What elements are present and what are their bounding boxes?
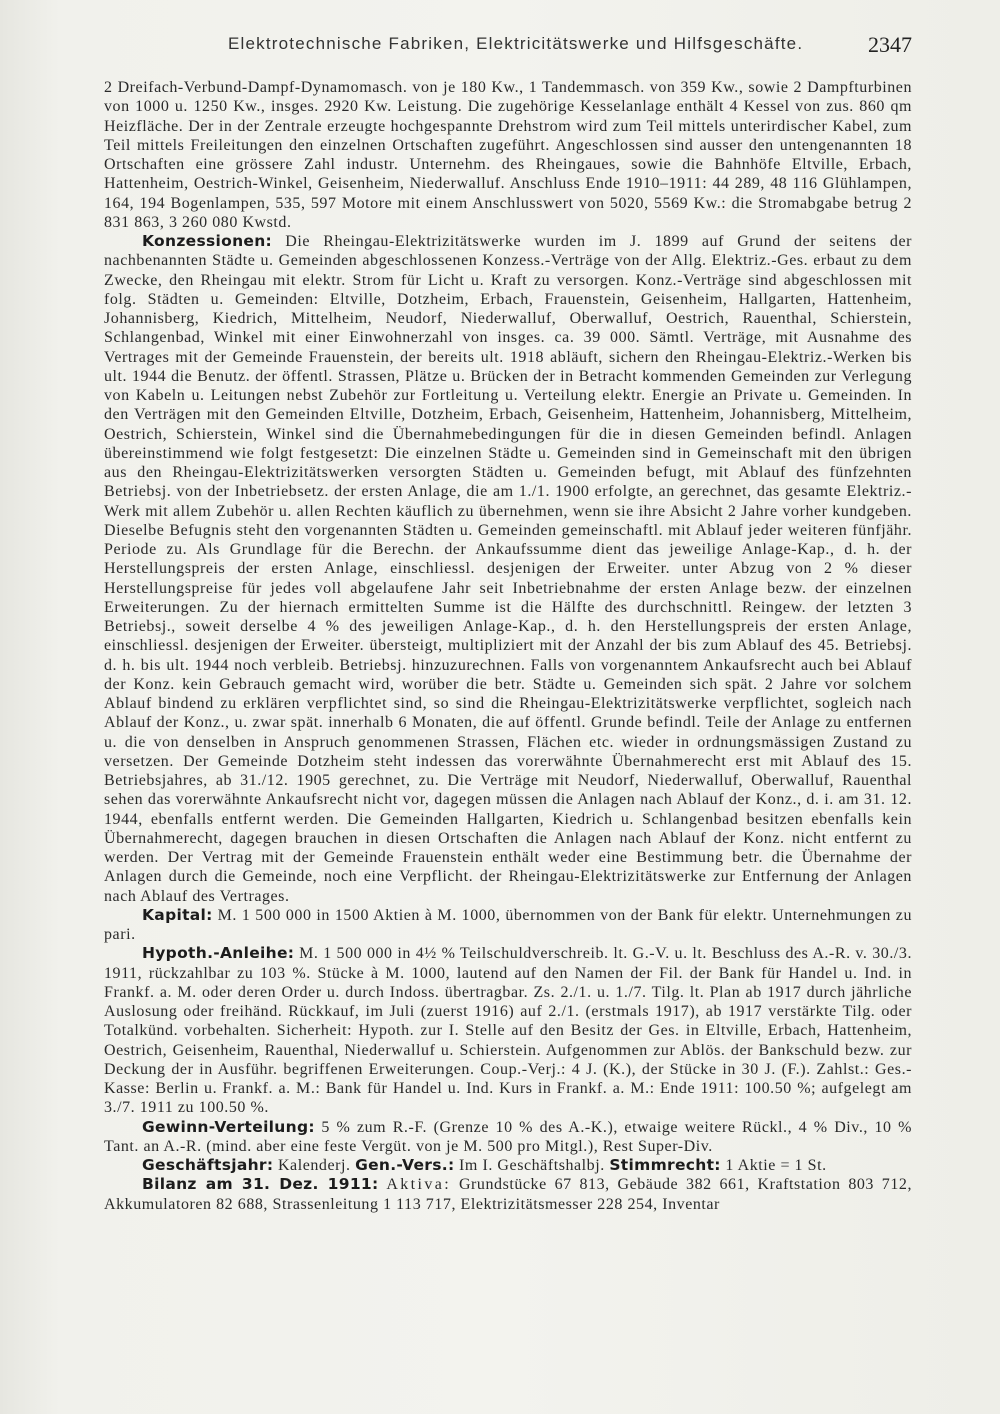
kapital-label: Kapital: bbox=[142, 905, 213, 924]
running-title: Elektrotechnische Fabriken, Elektricitätswerke und Hilfsgeschäfte. bbox=[228, 34, 804, 53]
stimmrecht-text: 1 Aktie = 1 St. bbox=[725, 1157, 827, 1174]
geschaeftsjahr-text: Kalenderj. bbox=[277, 1157, 351, 1174]
konzessionen-label: Konzessionen: bbox=[142, 232, 273, 250]
bilanz-paragraph bbox=[104, 1175, 912, 1214]
bilanz-aktiva-word: Aktiva: bbox=[386, 1176, 452, 1194]
hypoth-anleihe-label: Hypoth.-Anleihe: bbox=[142, 944, 295, 963]
intro-text: 2 Dreifach-Verbund-Dampf-Dynamomasch. von je 180 Kw., 1 Tandemmasch. von 359 Kw., sowie 2 Dampfturbinen von 1000 u. 1250 Kw., insges. 2920 Kw. Leistung. Die zugehörige Kesselanlage enthält 4 Kessel von zus. 860 qm Heizfläche. Der in der Zentrale erzeugte hochgespannte Drehstrom wird zum Teil mittels unterirdischer Kabel, zum Teil mittels Freileitungen den einzelnen Ortschaften zugeführt. Angeschlossen sind ausser den untengenannten 18 Ortschaften eine grössere Zahl industr. Unternehm. des Rheingaues, sowie die Bahnhöfe Eltville, Erbach, Hattenheim, Oestrich-Winkel, Geisenheim, Niederwalluf. Anschluss Ende 1910–1911: 44 289, 48 116 Glühlampen, 164, 194 Bogenlampen, 535, 597 Motore mit einem Anschlusswert von 5020, 5569 Kw.: die Stromabgabe betrug 2 831 863, 3 260 080 Kwstd. bbox=[104, 79, 912, 231]
hypoth-anleihe-paragraph bbox=[104, 944, 912, 1117]
bilanz-text: Grundstücke 67 813, Gebäude 382 661, Kraftstation 803 712, Akkumulatoren 82 688, Strassenleitung 1 113 717, Elektrizitätsmesser 228 254, Inventar bbox=[104, 1176, 912, 1213]
geschaeftsjahr-label: Geschäftsjahr: bbox=[142, 1156, 274, 1174]
body-text bbox=[104, 78, 912, 1404]
geschaeftsjahr-paragraph bbox=[104, 1156, 912, 1175]
gewinn-verteilung-paragraph bbox=[104, 1118, 912, 1157]
kapital-paragraph bbox=[104, 906, 912, 945]
gewinn-verteilung-text: 5 % zum R.-F. (Grenze 10 % des A.-K.), etwaige weitere Rückl., 4 % Div., 10 % Tant. an A.-R. (mind. aber eine feste Vergüt. von je M. 500 pro Mitgl.), Rest Super-Div. bbox=[104, 1118, 912, 1155]
gen-vers-text: Im I. Geschäftshalbj. bbox=[459, 1157, 605, 1174]
konzessionen-paragraph bbox=[104, 232, 912, 906]
kapital-text: M. 1 500 000 in 1500 Aktien à M. 1000, übernommen von der Bank für elektr. Unternehmungen zu pari. bbox=[104, 906, 912, 943]
gewinn-verteilung-label: Gewinn-Verteilung: bbox=[142, 1117, 315, 1136]
bilanz-label: Bilanz am 31. Dez. 1911: bbox=[142, 1175, 379, 1194]
hypoth-anleihe-text: M. 1 500 000 in 4½ % Teilschuldverschreib. lt. G.-V. u. lt. Beschluss des A.-R. v. 30./3. 1911, rückzahlbar zu 103 %. Stücke à M. 1000, lautend auf den Namen der Fil. der Bank für Handel u. Ind. in Frankf. a. M. oder deren Order u. durch Indoss. übertragbar. Zs. 2./1. u. 1./7. Tilg. lt. Plan ab 1917 durch jährliche Auslosung oder freihänd. Rückkauf, im Juli (zuerst 1916) auf 2./1. (erstmals 1917), ab 1917 verstärkte Tilg. oder Totalkünd. vorbehalten. Sicherheit: Hypoth. zur I. Stelle auf den Besitz der Ges. in Eltville, Erbach, Hattenheim, Oestrich, Geisenheim, Rauenthal, Niederwalluf u. Schierstein. Aufgenommen zur Ablös. der Bankschuld bezw. zur Deckung der in Ausführ. begriffenen Erweiterungen. Coup.-Verj.: 4 J. (K.), der Stücke in 30 J. (F.). Zahlst.: Ges.-Kasse: Berlin u. Frankf. a. M.: Bank für Handel u. Ind. Kurs in Frankf. a. M.: Ende 1911: 100.50 %; aufgelegt am 3./7. 1911 zu 100.50 %. bbox=[104, 945, 912, 1117]
gen-vers-label: Gen.-Vers.: bbox=[355, 1156, 455, 1174]
konzessionen-text: Die Rheingau-Elektrizitätswerke wurden im J. 1899 auf Grund der seitens der nachbenannten Städte u. Gemeinden abgeschlossenen Konzess.-Verträge von der Allg. Elektriz.-Ges. erbaut zu dem Zwecke, den Rheingau mit elektr. Strom für Licht u. Kraft zu versorgen. Konz.-Verträge sind abgeschlossen mit folg. Städten u. Gemeinden: Eltville, Dotzheim, Erbach, Frauenstein, Geisenheim, Hallgarten, Hattenheim, Johannisberg, Kiedrich, Mittelheim, Neudorf, Niederwalluf, Oberwalluf, Oestrich, Rauenthal, Schierstein, Schlangenbad, Winkel mit einer Einwohnerzahl von insges. ca. 39 000. Sämtl. Verträge, mit Ausnahme des Vertrages mit der Gemeinde Frauenstein, der bereits ult. 1918 abläuft, sichern den Rheingau-Elektriz.-Werken bis ult. 1944 die Benutz. der öffentl. Strassen, Plätze u. Brücken der in Betracht kommenden Gemeinden zur Verlegung von Kabeln u. Leitungen nebst Zubehör zur Fortleitung u. Verteilung elektr. Energie an Private u. Gemeinden. In den Verträgen mit den Gemeinden Eltville, Dotzheim, Erbach, Geisenheim, Hattenheim, Johannisberg, Mittelheim, Oestrich, Schierstein, Winkel sind die Übernahmebedingungen für die in diesen Gemeinden befindl. Anlagen übereinstimmend wie folgt festgesetzt: Die einzelnen Städte u. Gemeinden sind in Gemeinschaft mit den übrigen aus den Rheingau-Elektrizitätswerken versorgten Städten u. Gemeinden befugt, mit Ablauf des fünfzehnten Betriebsj. von der Inbetriebsetz. der ersten Anlage, die am 1./1. 1900 erfolgte, an gerechnet, das gesamte Elektriz.-Werk mit allem Zubehör u. allen Rechten käuflich zu übernehmen, wenn sie ihre Absicht 2 Jahre vorher kundgeben. Dieselbe Befugnis steht den vorgenannten Städten u. Gemeinden gemeinschaftl. mit Ablauf jeder weiteren fünfjähr. Periode zu. Als Grundlage für die Berechn. der Ankaufssumme dient das jeweilige Anlage-Kap., d. h. der Herstellungspreis der ersten Anlage, einschliessl. desjenigen der Erweiter. unter Abzug von 2 % dieser Herstellungspreise für jedes voll abgelaufene Jahr seit Inbetriebnahme der ersten Anlage bezw. der einzelnen Erweiterungen. Zu der hiernach ermittelten Summe ist die Hälfte des durchschnittl. Reingew. der letzten 3 Betriebsj., soweit derselbe 4 % des jeweiligen Anlage-Kap., d. h. den Herstellungspreis der ersten Anlage, einschliessl. desjenigen der Erweiter. übersteigt, multipliziert mit der Anzahl der bis zum Ablauf des 45. Betriebsj. d. h. bis ult. 1944 noch verbleib. Betriebsj. hinzuzurechnen. Falls von vorgenanntem Ankaufsrecht auch bei Ablauf der Konz. kein Gebrauch gemacht wird, worüber die betr. Städte u. Gemeinden sich spät. 2 Jahre vor solchem Ablauf bindend zu erklären verpflichtet sind, so sind die Rheingau-Elektrizitätswerke verpflichtet, sogleich nach Ablauf der Konz., u. zwar spät. innerhalb 6 Monaten, die auf öffentl. Grunde befindl. Teile der Anlage zu entfernen u. die von denselben in Anspruch genommenen Strassen, Flächen etc. wieder in ordnungsmässigen Zustand zu versetzen. Der Gemeinde Dotzheim steht indessen das vorerwähnte Übernahmerecht erst mit Ablauf des 15. Betriebsjahres, ab 31./12. 1905 gerechnet, zu. Die Verträge mit Neudorf, Niederwalluf, Oberwalluf, Rauenthal sehen das vorerwähnte Ankaufsrecht nicht vor, dagegen müssen die Anlagen nach Ablauf der Konz., d. i. am 31. 12. 1944, ebenfalls entfernt werden. Die Gemeinden Hallgarten, Kiedrich u. Schlangenbad besitzen ebenfalls kein Übernahmerecht, dagegen brauchen in diesen Ortschaften die Anlagen nach Ablauf der Konz. nicht entfernt zu werden. Der Vertrag mit der Gemeinde Frauenstein enthält weder eine Bestimmung betr. die Übernahme der Anlagen durch die Gemeinde, noch eine Verpflicht. der Rheingau-Elektrizitätswerke zur Entfernung der Anlagen nach Ablauf des Vertrages. bbox=[104, 233, 912, 905]
page-number: 2347 bbox=[868, 32, 912, 57]
page-header bbox=[0, 34, 1000, 58]
stimmrecht-label: Stimmrecht: bbox=[609, 1156, 721, 1174]
intro-paragraph bbox=[104, 78, 912, 232]
